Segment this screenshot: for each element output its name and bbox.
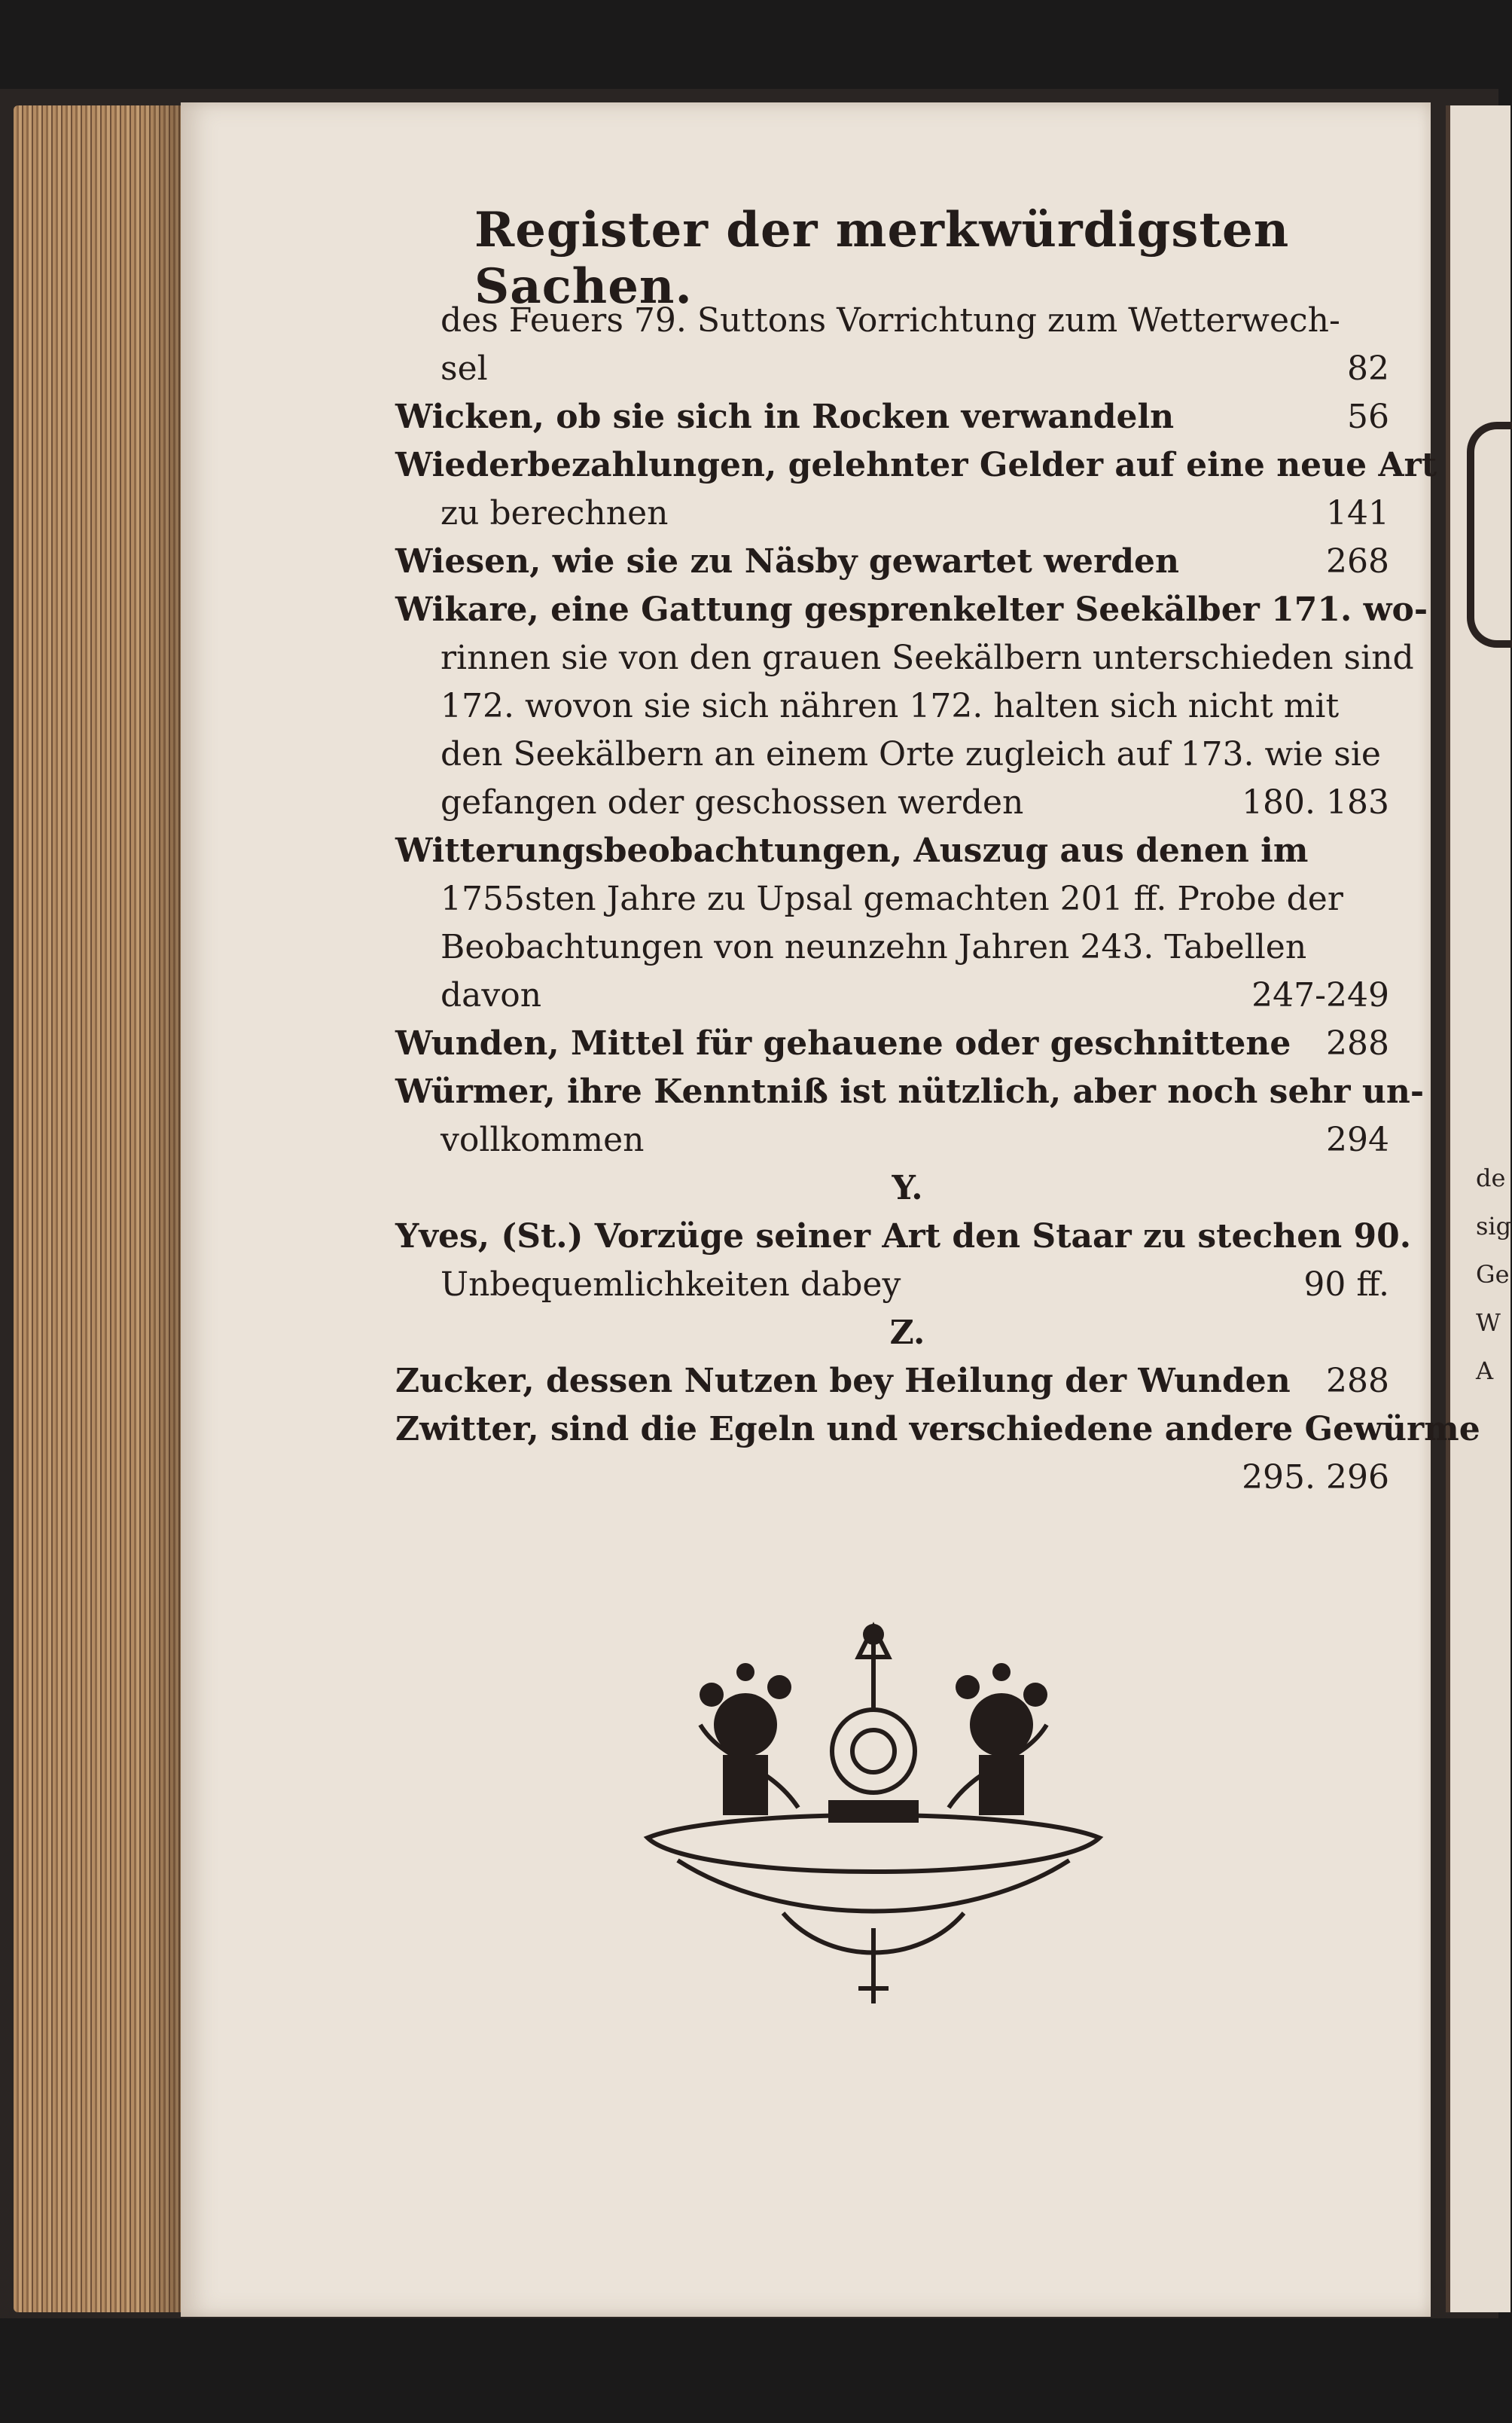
- index-entry-line: [395, 827, 1389, 875]
- index-body: [395, 297, 1480, 1502]
- entry-text: 1755sten Jahre zu Upsal gemachten 201 ff. Probe der: [440, 880, 1343, 918]
- index-entry-line: [395, 393, 1389, 441]
- adjacent-page-fragment: sig: [1476, 1212, 1512, 1240]
- entry-page-number: 141: [1326, 494, 1389, 533]
- entry-text: Yves, (St.) Vorzüge seiner Art den Staar zu stechen 90.: [395, 1217, 1412, 1256]
- index-entry-line: [395, 1213, 1412, 1261]
- index-entry-line: [395, 1116, 1389, 1164]
- entry-text: sel: [440, 349, 488, 388]
- entry-page-number: 180. 183: [1242, 783, 1389, 822]
- entry-text: Zucker, dessen Nutzen bey Heilung der Wunden: [395, 1362, 1291, 1400]
- index-entry-line: [395, 1454, 1389, 1502]
- entry-text: Wiederbezahlungen, gelehnter Gelder auf eine neue Art: [395, 446, 1437, 484]
- index-entry-line: [395, 875, 1389, 923]
- entry-text: vollkommen: [440, 1121, 645, 1159]
- entry-text: des Feuers 79. Suttons Vorrichtung zum Wetterwech-: [440, 301, 1340, 340]
- index-entry-line: [395, 731, 1389, 779]
- index-entry-line: [395, 538, 1389, 586]
- entry-text: Beobachtungen von neunzehn Jahren 243. Tabellen: [440, 928, 1307, 966]
- index-entry-line: [395, 490, 1389, 538]
- entry-text: den Seekälbern an einem Orte zugleich auf 173. wie sie: [440, 735, 1381, 774]
- adjacent-page-fragment: A: [1476, 1356, 1494, 1385]
- entry-text: Wiesen, wie sie zu Näsby gewartet werden: [395, 542, 1179, 581]
- section-heading-z: Z.: [889, 1314, 925, 1352]
- entry-page-number: 288: [1326, 1362, 1389, 1400]
- index-entry-line: [395, 1020, 1389, 1068]
- entry-text: Unbequemlichkeiten dabey: [440, 1265, 901, 1304]
- adjacent-page-ornament: [1467, 422, 1512, 648]
- entry-page-number: 247-249: [1251, 976, 1389, 1015]
- index-entry-line: [395, 345, 1389, 393]
- index-entries-y: [395, 1213, 1412, 1309]
- entry-text: rinnen sie von den grauen Seekälbern unterschieden sind: [440, 639, 1414, 677]
- index-entries-w: [395, 297, 1437, 1164]
- running-title: Register der merkwürdigsten Sachen.: [474, 202, 1290, 315]
- adjacent-page-fragment: Ge: [1476, 1260, 1510, 1289]
- entry-text: Witterungsbeobachtungen, Auszug aus denen im: [395, 832, 1309, 870]
- index-entry-line: [395, 1261, 1389, 1309]
- entry-text: Wunden, Mittel für gehauene oder geschnittene: [395, 1024, 1291, 1063]
- entry-text: Zwitter, sind die Egeln und verschiedene andere Gewürme: [395, 1410, 1480, 1448]
- index-entry-line: [395, 634, 1414, 682]
- index-entry-line: [395, 586, 1428, 634]
- index-entry-line: [395, 779, 1389, 827]
- entry-text: davon: [440, 976, 542, 1015]
- entry-text: 172. wovon sie sich nähren 172. halten sich nicht mit: [440, 687, 1340, 725]
- entry-text: zu berechnen: [440, 494, 669, 533]
- entry-page-number: 56: [1347, 398, 1389, 436]
- entry-page-number: 82: [1347, 349, 1389, 388]
- entry-page-number: 90 ff.: [1303, 1265, 1389, 1304]
- entry-text: Wicken, ob sie sich in Rocken verwandeln: [395, 398, 1175, 436]
- index-entry-line: [395, 1068, 1425, 1116]
- entry-page-number: 288: [1326, 1024, 1389, 1063]
- index-entries-z: [395, 1357, 1480, 1502]
- section-heading-y: Y.: [892, 1169, 923, 1207]
- index-entry-line: [395, 1357, 1389, 1405]
- index-entry-line: [395, 441, 1437, 490]
- index-entry-line: [395, 297, 1389, 345]
- index-entry-line: [395, 923, 1389, 972]
- adjacent-page-fragment: de: [1476, 1164, 1506, 1192]
- adjacent-page-fragment: W: [1476, 1308, 1501, 1337]
- floral-vignette-ornament: [633, 1612, 1114, 2019]
- entry-text: Wikare, eine Gattung gesprenkelter Seekälber 171. wo-: [395, 590, 1428, 629]
- entry-text: Würmer, ihre Kenntniß ist nützlich, aber noch sehr un-: [395, 1073, 1425, 1111]
- entry-text: gefangen oder geschossen werden: [440, 783, 1024, 822]
- index-entry-line: [395, 972, 1389, 1020]
- index-entry-line: [395, 1405, 1480, 1454]
- index-entry-line: [395, 682, 1389, 731]
- entry-page-number: 294: [1326, 1121, 1389, 1159]
- entry-page-number: 268: [1326, 542, 1389, 581]
- entry-page-number: 295. 296: [1242, 1458, 1389, 1497]
